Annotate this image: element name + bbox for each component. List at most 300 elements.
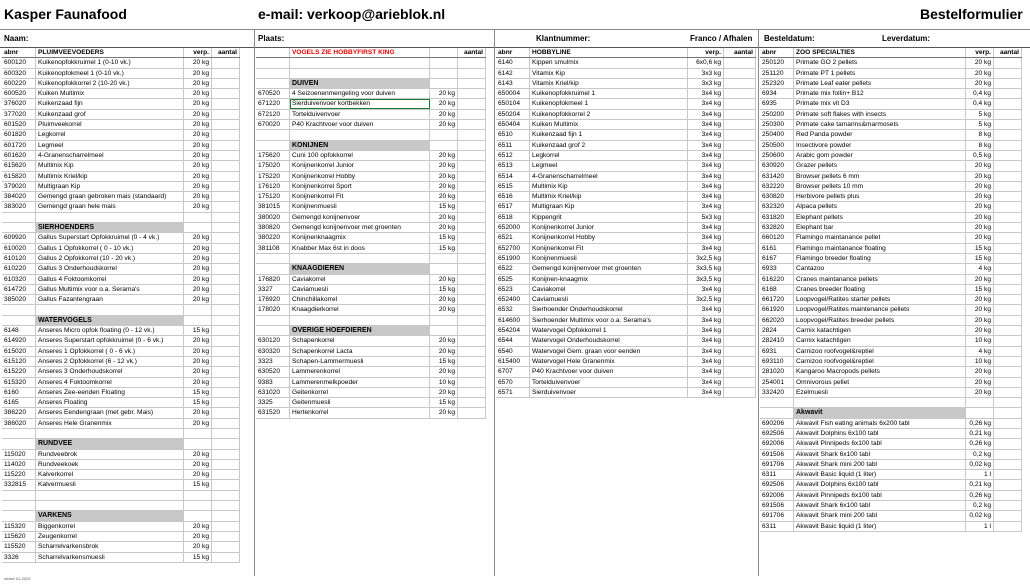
aantal-cell[interactable] <box>212 336 240 345</box>
table-row <box>2 480 240 490</box>
table-row <box>760 79 1022 89</box>
product-name-cell: Flamingo breeder floating <box>794 254 966 263</box>
table-row <box>496 110 756 120</box>
product-name-cell: Gemengd konijnenvoer met groenten <box>530 264 688 273</box>
table-row <box>496 336 756 346</box>
aantal-cell[interactable] <box>212 553 240 562</box>
abnr-cell: 9383 <box>256 378 290 387</box>
verpakking-cell: 20 kg <box>966 69 994 78</box>
aantal-cell[interactable] <box>724 367 756 376</box>
product-name-cell: Konijnenkorrel Hobby <box>290 172 430 181</box>
table-row <box>760 439 1022 449</box>
aantal-cell[interactable] <box>458 223 486 232</box>
aantal-cell[interactable] <box>724 388 756 397</box>
aantal-cell[interactable] <box>212 285 240 294</box>
aantal-cell[interactable] <box>212 69 240 78</box>
aantal-cell[interactable] <box>212 357 240 366</box>
aantal-cell[interactable] <box>212 120 240 129</box>
verpakking-cell: 20 kg <box>184 233 212 242</box>
table-row <box>760 326 1022 336</box>
aantal-cell[interactable] <box>724 233 756 242</box>
aantal-cell[interactable] <box>212 419 240 428</box>
aantal-cell[interactable] <box>724 305 756 314</box>
product-name-cell: Konijnenkorrel Fit <box>290 192 430 201</box>
aantal-cell[interactable] <box>458 275 486 284</box>
aantal-cell[interactable] <box>212 450 240 459</box>
aantal-cell[interactable] <box>994 120 1022 129</box>
aantal-cell[interactable] <box>724 130 756 139</box>
table-row <box>2 99 240 109</box>
aantal-cell[interactable] <box>458 151 486 160</box>
aantal-cell[interactable] <box>994 326 1022 335</box>
verpakking-cell: 20 kg <box>430 110 458 119</box>
aantal-cell[interactable] <box>212 264 240 273</box>
verpakking-cell: 3x4 kg <box>688 388 724 397</box>
abnr-cell: 6311 <box>760 522 794 531</box>
aantal-cell[interactable] <box>458 254 486 263</box>
abnr-cell: 178020 <box>256 305 290 314</box>
table-row <box>760 223 1022 233</box>
verpakking-cell: 20 kg <box>184 79 212 88</box>
aantal-cell[interactable] <box>724 357 756 366</box>
aantal-cell[interactable] <box>212 254 240 263</box>
aantal-cell[interactable] <box>994 336 1022 345</box>
aantal-cell[interactable] <box>994 388 1022 397</box>
aantal-cell[interactable] <box>212 295 240 304</box>
aantal-cell[interactable] <box>994 182 1022 191</box>
aantal-cell[interactable] <box>212 491 240 500</box>
aantal-cell[interactable] <box>994 511 1022 520</box>
verpakking-cell: 8 kg <box>966 141 994 150</box>
aantal-cell[interactable] <box>212 305 240 314</box>
aantal-cell[interactable] <box>994 275 1022 284</box>
aantal-cell[interactable] <box>458 69 486 78</box>
product-name-cell: Caviakorrel <box>290 275 430 284</box>
section-header <box>2 223 240 233</box>
aantal-cell[interactable] <box>994 110 1022 119</box>
abnr-cell: 6517 <box>496 202 530 211</box>
aantal-cell[interactable] <box>994 244 1022 253</box>
verpakking-cell: 3x2,5 kg <box>688 254 724 263</box>
aantal-cell[interactable] <box>212 429 240 438</box>
aantal-cell[interactable] <box>994 295 1022 304</box>
aantal-cell[interactable] <box>994 254 1022 263</box>
abnr-cell: 115020 <box>2 450 36 459</box>
aantal-cell[interactable] <box>212 480 240 489</box>
aantal-cell[interactable] <box>724 120 756 129</box>
abnr-cell: 6521 <box>496 233 530 242</box>
aantal-cell[interactable] <box>994 480 1022 489</box>
aantal-cell <box>458 264 486 273</box>
aantal-cell[interactable] <box>458 172 486 181</box>
abnr-cell: 6523 <box>496 285 530 294</box>
aantal-cell[interactable] <box>458 244 486 253</box>
abnr-cell: 332815 <box>2 480 36 489</box>
email-address[interactable]: e-mail: verkoop@arieblok.nl <box>258 6 446 22</box>
product-name-cell: Primate mix follin+ B12 <box>794 89 966 98</box>
table-row <box>760 491 1022 501</box>
section-header <box>256 264 486 274</box>
table-row <box>760 244 1022 254</box>
aantal-cell[interactable] <box>458 295 486 304</box>
aantal-cell[interactable] <box>994 99 1022 108</box>
abnr-cell: 631820 <box>760 213 794 222</box>
product-name-cell: Legmeel <box>36 141 184 150</box>
aantal-cell[interactable] <box>458 305 486 314</box>
aantal-cell[interactable] <box>458 367 486 376</box>
verpakking-cell: 20 kg <box>184 419 212 428</box>
aantal-cell[interactable] <box>458 408 486 417</box>
verpakking-cell <box>430 79 458 88</box>
aantal-cell[interactable] <box>458 285 486 294</box>
table-row <box>2 254 240 264</box>
aantal-cell[interactable] <box>994 450 1022 459</box>
abnr-cell: 176120 <box>256 182 290 191</box>
abnr-cell: 615400 <box>496 357 530 366</box>
table-row <box>2 522 240 532</box>
aantal-cell[interactable] <box>994 347 1022 356</box>
aantal-cell[interactable] <box>994 89 1022 98</box>
abnr-cell <box>256 48 290 57</box>
aantal-cell[interactable] <box>212 151 240 160</box>
verpakking-cell: 3x4 kg <box>688 202 724 211</box>
verpakking-cell: 0,2 kg <box>966 450 994 459</box>
aantal-cell[interactable] <box>212 213 240 222</box>
aantal-cell[interactable] <box>212 532 240 541</box>
abnr-cell: 601520 <box>2 120 36 129</box>
product-name-cell <box>36 305 184 314</box>
verpakking-cell: 15 kg <box>966 244 994 253</box>
aantal-cell[interactable] <box>994 130 1022 139</box>
aantal-cell[interactable] <box>724 275 756 284</box>
table-row <box>2 161 240 171</box>
verpakking-cell <box>184 316 212 325</box>
aantal-cell[interactable] <box>724 161 756 170</box>
aantal-cell[interactable] <box>212 192 240 201</box>
aantal-cell[interactable] <box>458 336 486 345</box>
product-name-cell: Konijnenkorrel Fit <box>530 244 688 253</box>
abnr-cell: 381108 <box>256 244 290 253</box>
aantal-cell[interactable] <box>212 89 240 98</box>
product-name-cell: Pluimveekorrel <box>36 120 184 129</box>
aantal-cell[interactable] <box>994 161 1022 170</box>
aantal-cell[interactable] <box>212 388 240 397</box>
aantal-cell[interactable] <box>724 336 756 345</box>
company-name: Kasper Faunafood <box>4 6 127 22</box>
product-name-cell: Tortelduivenvoer <box>530 378 688 387</box>
table-row <box>760 522 1022 532</box>
aantal-cell[interactable] <box>458 120 486 129</box>
aantal-cell[interactable] <box>724 99 756 108</box>
column-vogels-duiven <box>256 48 486 576</box>
aantal-cell[interactable] <box>724 79 756 88</box>
aantal-cell[interactable] <box>724 295 756 304</box>
verpakking-cell <box>430 264 458 273</box>
abnr-cell: abnr <box>496 48 530 57</box>
aantal-cell[interactable] <box>212 130 240 139</box>
aantal-cell[interactable] <box>724 213 756 222</box>
aantal-cell[interactable] <box>994 522 1022 531</box>
column-divider <box>254 30 255 576</box>
abnr-cell: 662020 <box>760 316 794 325</box>
aantal-cell[interactable] <box>212 470 240 479</box>
abnr-cell: 386020 <box>2 419 36 428</box>
table-row <box>760 470 1022 480</box>
table-row <box>2 58 240 68</box>
aantal-cell[interactable] <box>994 429 1022 438</box>
abnr-cell: 115520 <box>2 542 36 551</box>
aantal-cell[interactable] <box>212 275 240 284</box>
aantal-cell[interactable] <box>212 501 240 510</box>
aantal-cell[interactable] <box>994 79 1022 88</box>
form-header <box>0 0 1030 30</box>
abnr-cell: 175120 <box>256 192 290 201</box>
product-name-cell: Akwavit Dolphins 6x100 tabl <box>794 480 966 489</box>
aantal-cell <box>212 511 240 520</box>
aantal-cell[interactable] <box>724 151 756 160</box>
table-row <box>2 378 240 388</box>
aantal-cell[interactable] <box>212 326 240 335</box>
aantal-cell[interactable] <box>724 89 756 98</box>
table-row <box>760 429 1022 439</box>
product-name-cell: Vitamix Kriel/kip <box>530 79 688 88</box>
aantal-cell[interactable] <box>994 69 1022 78</box>
verpakking-cell <box>184 501 212 510</box>
aantal-cell[interactable] <box>212 244 240 253</box>
aantal-cell[interactable] <box>458 182 486 191</box>
table-row <box>496 326 756 336</box>
aantal-cell[interactable] <box>212 202 240 211</box>
aantal-cell[interactable] <box>458 233 486 242</box>
aantal-cell[interactable] <box>212 161 240 170</box>
aantal-cell[interactable] <box>724 326 756 335</box>
aantal-cell[interactable] <box>994 233 1022 242</box>
aantal-cell[interactable] <box>994 172 1022 181</box>
abnr-cell: 651900 <box>496 254 530 263</box>
table-row <box>2 553 240 563</box>
verpakking-cell: 20 kg <box>966 223 994 232</box>
aantal-cell[interactable] <box>212 460 240 469</box>
aantal-cell[interactable] <box>458 130 486 139</box>
aantal-cell[interactable] <box>212 58 240 67</box>
aantal-cell[interactable] <box>458 357 486 366</box>
table-row <box>2 141 240 151</box>
product-name-cell: Konijnenmuesli <box>530 254 688 263</box>
aantal-cell[interactable] <box>724 347 756 356</box>
verpakking-cell: 0,26 kg <box>966 419 994 428</box>
aantal-cell[interactable] <box>724 285 756 294</box>
aantal-cell[interactable] <box>212 99 240 108</box>
abnr-cell: 614720 <box>2 285 36 294</box>
aantal-cell[interactable] <box>212 172 240 181</box>
product-name-cell: Kuikenzaad fijn 1 <box>530 130 688 139</box>
abnr-cell: 6514 <box>496 172 530 181</box>
section-header <box>256 141 486 151</box>
product-name-cell: HOBBYLINE <box>530 48 688 57</box>
aantal-cell[interactable] <box>458 398 486 407</box>
table-row <box>2 357 240 367</box>
aantal-cell[interactable] <box>458 161 486 170</box>
verpakking-cell <box>184 305 212 314</box>
aantal-cell[interactable] <box>458 378 486 387</box>
product-name-cell: Gallus 2 Opfokkorrel (10 - 20 vk.) <box>36 254 184 263</box>
aantal-cell[interactable] <box>994 213 1022 222</box>
aantal-cell[interactable] <box>994 357 1022 366</box>
franco-afhalen-label: Franco / Afhalen <box>690 34 753 43</box>
abnr-cell: 691706 <box>760 511 794 520</box>
aantal-cell[interactable] <box>994 202 1022 211</box>
aantal-cell[interactable] <box>994 223 1022 232</box>
abnr-cell: 6511 <box>496 141 530 150</box>
product-name-cell: Rundveekoek <box>36 460 184 469</box>
verpakking-cell: 3x4 kg <box>688 192 724 201</box>
verpakking-cell: 20 kg <box>184 357 212 366</box>
aantal-cell[interactable] <box>724 316 756 325</box>
aantal-cell[interactable] <box>212 182 240 191</box>
aantal-cell[interactable] <box>994 192 1022 201</box>
product-name-cell: Chinchillakorrel <box>290 295 430 304</box>
aantal-cell[interactable] <box>212 233 240 242</box>
aantal-cell[interactable] <box>212 79 240 88</box>
product-name-cell: Akwavit Shark 6x100 tabl <box>794 501 966 510</box>
verpakking-cell: 20 kg <box>966 295 994 304</box>
aantal-cell[interactable] <box>994 398 1022 407</box>
verpakking-cell: 20 kg <box>184 295 212 304</box>
verpakking-cell: 3x4 kg <box>688 336 724 345</box>
aantal-cell[interactable] <box>458 192 486 201</box>
aantal-cell[interactable] <box>994 501 1022 510</box>
product-name-cell: Legmeel <box>530 161 688 170</box>
aantal-cell[interactable] <box>212 398 240 407</box>
verpakking-cell: 15 kg <box>184 326 212 335</box>
aantal-cell[interactable] <box>724 58 756 67</box>
aantal-cell[interactable] <box>724 202 756 211</box>
customer-info-row <box>0 30 1030 48</box>
aantal-cell[interactable] <box>994 264 1022 273</box>
aantal-cell[interactable] <box>994 151 1022 160</box>
aantal-cell[interactable] <box>724 69 756 78</box>
aantal-cell[interactable] <box>724 110 756 119</box>
aantal-cell[interactable] <box>458 388 486 397</box>
aantal-cell[interactable] <box>724 141 756 150</box>
aantal-cell[interactable] <box>994 378 1022 387</box>
product-name-cell: Akwavit Pinnipeds 6x100 tabl <box>794 439 966 448</box>
aantal-cell[interactable] <box>994 439 1022 448</box>
product-name-cell <box>36 491 184 500</box>
aantal-cell[interactable] <box>994 419 1022 428</box>
abnr-cell: 654204 <box>496 326 530 335</box>
verpakking-cell: 20 kg <box>430 305 458 314</box>
aantal-cell[interactable] <box>212 408 240 417</box>
aantal-cell[interactable] <box>458 110 486 119</box>
verpakking-cell: 15 kg <box>430 285 458 294</box>
aantal-cell[interactable] <box>994 141 1022 150</box>
aantal-cell[interactable] <box>458 58 486 67</box>
aantal-cell <box>212 316 240 325</box>
aantal-cell[interactable] <box>212 542 240 551</box>
aantal-cell[interactable] <box>212 378 240 387</box>
aantal-cell[interactable] <box>458 99 486 108</box>
product-name-cell: Gemengd konijnenvoer <box>290 213 430 222</box>
aantal-cell[interactable] <box>724 223 756 232</box>
aantal-cell[interactable] <box>994 491 1022 500</box>
table-row <box>760 285 1022 295</box>
verpakking-cell: 20 kg <box>430 99 458 108</box>
verpakking-cell: 20 kg <box>184 460 212 469</box>
table-row <box>760 388 1022 398</box>
product-name-cell: Flamingo maintanance pellet <box>794 233 966 242</box>
product-name-cell: Akwavit Shark mini 200 tabl <box>794 511 966 520</box>
product-name-cell: Kuikenopfokkruimel 1 <box>530 89 688 98</box>
abnr-cell <box>256 69 290 78</box>
abnr-cell: 252320 <box>760 79 794 88</box>
table-row <box>2 264 240 274</box>
aantal-cell[interactable] <box>994 367 1022 376</box>
verpakking-cell: 0,5 kg <box>966 151 994 160</box>
aantal-cell[interactable] <box>458 347 486 356</box>
table-row <box>2 89 240 99</box>
verpakking-cell: 0,02 kg <box>966 511 994 520</box>
abnr-cell: 6540 <box>496 347 530 356</box>
product-name-cell: Konijnenkorrel Hobby <box>530 233 688 242</box>
aantal-cell[interactable] <box>724 254 756 263</box>
product-name-cell: KNAAGDIEREN <box>290 264 430 273</box>
aantal-cell[interactable] <box>994 305 1022 314</box>
verpakking-cell: 20 kg <box>184 202 212 211</box>
aantal-cell[interactable] <box>994 460 1022 469</box>
aantal-cell[interactable] <box>724 172 756 181</box>
verpakking-cell: 3x4 kg <box>688 378 724 387</box>
verpakking-cell <box>184 429 212 438</box>
aantal-cell[interactable] <box>724 192 756 201</box>
aantal-cell[interactable] <box>212 347 240 356</box>
aantal-cell[interactable] <box>724 182 756 191</box>
aantal-cell[interactable] <box>458 202 486 211</box>
aantal-cell[interactable] <box>458 316 486 325</box>
aantal-cell[interactable] <box>212 367 240 376</box>
table-row <box>760 305 1022 315</box>
aantal-cell[interactable] <box>458 89 486 98</box>
verpakking-cell <box>430 48 458 57</box>
table-row <box>760 295 1022 305</box>
aantal-cell[interactable] <box>994 316 1022 325</box>
table-row <box>496 89 756 99</box>
column-header-row <box>496 48 756 58</box>
aantal-cell[interactable] <box>212 522 240 531</box>
aantal-cell[interactable] <box>724 244 756 253</box>
table-row <box>2 460 240 470</box>
aantal-cell[interactable] <box>994 285 1022 294</box>
verpakking-cell: 1 l <box>966 522 994 531</box>
aantal-cell[interactable] <box>994 58 1022 67</box>
product-name-cell: Legkorrel <box>36 130 184 139</box>
aantal-cell[interactable] <box>724 264 756 273</box>
abnr-cell: 614600 <box>496 316 530 325</box>
table-row <box>496 295 756 305</box>
aantal-cell[interactable] <box>724 378 756 387</box>
aantal-cell[interactable] <box>458 213 486 222</box>
abnr-cell: 6931 <box>760 347 794 356</box>
aantal-cell[interactable] <box>212 110 240 119</box>
product-name-cell: Carnix katachtigen <box>794 336 966 345</box>
aantal-cell[interactable] <box>994 470 1022 479</box>
product-name-cell: Cranes breeder floating <box>794 285 966 294</box>
aantal-cell[interactable] <box>212 141 240 150</box>
abnr-cell: 380820 <box>256 223 290 232</box>
verpakking-cell <box>184 223 212 232</box>
abnr-cell: 6148 <box>2 326 36 335</box>
product-name-cell: Kuikenopfokkruimel 1 (0-10 vk.) <box>36 58 184 67</box>
